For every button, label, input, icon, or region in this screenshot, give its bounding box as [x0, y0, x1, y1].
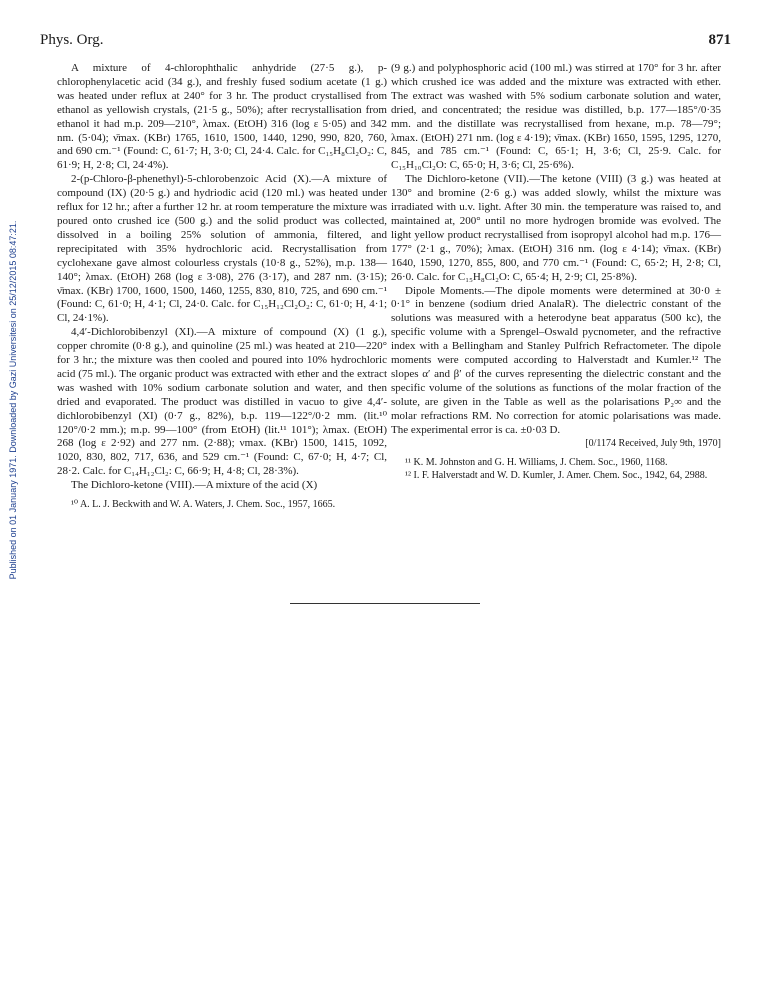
journal-section-title: Phys. Org.	[40, 32, 104, 48]
footnotes-right	[391, 457, 721, 482]
reference-11: ¹¹ K. M. Johnston and G. H. Williams, J. Chem. Soc., 1960, 1168.	[405, 457, 668, 469]
right-column	[391, 62, 721, 482]
paragraph-dichloro-ketone-viii: The Dichloro-ketone (VIII).—A mixture of the acid (X)	[71, 479, 318, 492]
download-notice	[3, 220, 23, 580]
paragraph-dipole-moments: Dipole Moments.—The dipole moments were determined at 30·0 ± 0·1° in benzene (sodium dried AnalaR). The dielectric constant of the solutions was measured with a heterodyne beat apparatus (500 kc), the specific volume with a Sprengel–Oswald pycnometer, and the refractive index with a Bellingham and Stanley Pulfrich Refractometer. The dipole moments were computed according to Halverstadt and Kumler.¹² The slopes α′ and β′ of the curves representing the dielectric constant and the specific volume of the solutions as functions of the molar fraction of the solute, are given in the Table as well as the polarisations P₂∞ and the molar refractions RM. No correction for atomic polarisations was made. The experimental error is ca. ±0·03 D.	[391, 284, 721, 436]
reference-10: ¹⁰ A. L. J. Beckwith and W. A. Waters, J. Chem. Soc., 1957, 1665.	[71, 499, 336, 511]
page-number: 871	[708, 32, 731, 48]
download-notice-text: Published on 01 January 1971. Downloaded by Gazi Universitesi on 25/12/2015 08:47:21.	[8, 220, 18, 580]
paragraph-benzoic-acid: 2-(p-Chloro-β-phenethyl)-5-chlorobenzoic Acid (X).—A mixture of compound (IX) (20·5 g.) and hydriodic acid (120 ml.) was heated under reflux for 12 hr.; after a further 12 hr. at room temperature the mixture was poured onto crushed ice (500 g.) and the solid product was collected, dissolved in a boiling 25% solution of ammonia, filtered, and reprecipitated with 35% hydrochloric acid. Recrystallisation from cyclohexane gave almost colourless crystals (10·8 g., 52%), m.p. 138—140°; λmax. (EtOH) 268 (log ε 3·08), 276 (3·17), and 287 nm. (3·15); ν̄max. (KBr) 1700, 1600, 1500, 1460, 1255, 830, 810, 725, and 690 cm.⁻¹ (Found: C, 61·0; H, 4·1; Cl, 24·0. Calc. for C₁₅H₁₂Cl₂O₂: C, 61·0; H, 4·1; Cl, 24·1%).	[57, 173, 387, 325]
paragraph-anhydride-reaction: A mixture of 4-chlorophthalic anhydride (27·5 g.), p-chlorophenylacetic acid (34 g.), and freshly fused sodium acetate (1 g.) was heated under reflux at 240° for 3 hr. The product crystallised from ethanol as yellowish crystals, (21·5 g., 50%); after recrystallisation from ethanol it had m.p. 209—210°, λmax. (EtOH) 316 (log ε 5·05) and 342 nm. (5·04); ν̄max. (KBr) 1765, 1610, 1500, 1440, 1290, 990, 820, 760, and 690 cm.⁻¹ (Found: C, 61·7; H, 3·0; Cl, 24·4. Calc. for C₁₅H₈Cl₂O₂: C, 61·9; H, 2·8; Cl, 24·4%).	[57, 62, 387, 172]
footnotes-left	[57, 499, 387, 512]
received-date: [0/1174 Received, July 9th, 1970]	[585, 438, 721, 450]
left-column	[57, 62, 387, 512]
end-rule	[290, 603, 480, 604]
paragraph-ketone-continued: (9 g.) and polyphosphoric acid (100 ml.) was stirred at 170° for 3 hr. after which crushed ice was added and the mixture was extracted with ether. The extract was washed with 5% sodium carbonate solution and water, dried, and concentrated; the residue was distilled, b.p. 177—185°/0·35 mm. and the distillate was recrystallised from hexane, m.p. 78—79°; λmax. (EtOH) 271 nm. (log ε 4·19); ν̄max. (KBr) 1650, 1595, 1295, 1270, 845, and 785 cm.⁻¹ (Found: C, 65·1; H, 3·6; Cl, 25·9. Calc. for C₁₅H₁₀Cl₂O: C, 65·0; H, 3·6; Cl, 25·6%).	[391, 62, 721, 172]
reference-12: ¹² I. F. Halverstadt and W. D. Kumler, J. Amer. Chem. Soc., 1942, 64, 2988.	[405, 469, 708, 481]
paragraph-dichlorobibenzyl: 4,4′-Dichlorobibenzyl (XI).—A mixture of compound (X) (1 g.), copper chromite (0·8 g.), and quinoline (25 ml.) was heated at 210—220° for 3 hr.; the mixture was then cooled and poured into 10% hydrochloric acid (75 ml.). The organic product was extracted with ether and the extract was washed with 10% sodium carbonate solution and water, and then dried and evaporated. The product was distilled in vacuo to give 4,4′-dichlorobibenzyl (XI) (0·7 g., 82%), b.p. 119—122°/0·2 mm. (lit.¹⁰ 120°/0·2 mm.); m.p. 99—100° (from EtOH) (lit.¹¹ 101°); λmax. (EtOH) 268 (log ε 2·92) and 277 nm. (2·88); νmax. (KBr) 1500, 1415, 1092, 1020, 830, 802, 717, 636, and 529 cm.⁻¹ (Found: C, 67·0; H, 4·7; Cl, 28·2. Calc. for C₁₄H₁₂Cl₂: C, 66·9; H, 4·8; Cl, 28·3%).	[57, 326, 387, 478]
paragraph-dichloro-ketone-vii: The Dichloro-ketone (VII).—The ketone (VIII) (3 g.) was heated at 130° and bromine (2·6 g.) was added slowly, whilst the mixture was irradiated with u.v. light. After 30 min. the temperature was raised to, and maintained at, 200° until no more hydrogen bromide was evolved. The light yellow product recrystallised from isopropyl alcohol had m.p. 176—177° (2·1 g., 70%); λmax. (EtOH) 316 nm. (log ε 4·14); ν̄max. (KBr) 1640, 1590, 1270, 855, 800, and 770 cm.⁻¹ (Found: C, 65·2; H, 2·8; Cl, 26·0. Calc. for C₁₅H₈Cl₂O: C, 65·4; H, 2·9; Cl, 25·8%).	[391, 173, 721, 283]
